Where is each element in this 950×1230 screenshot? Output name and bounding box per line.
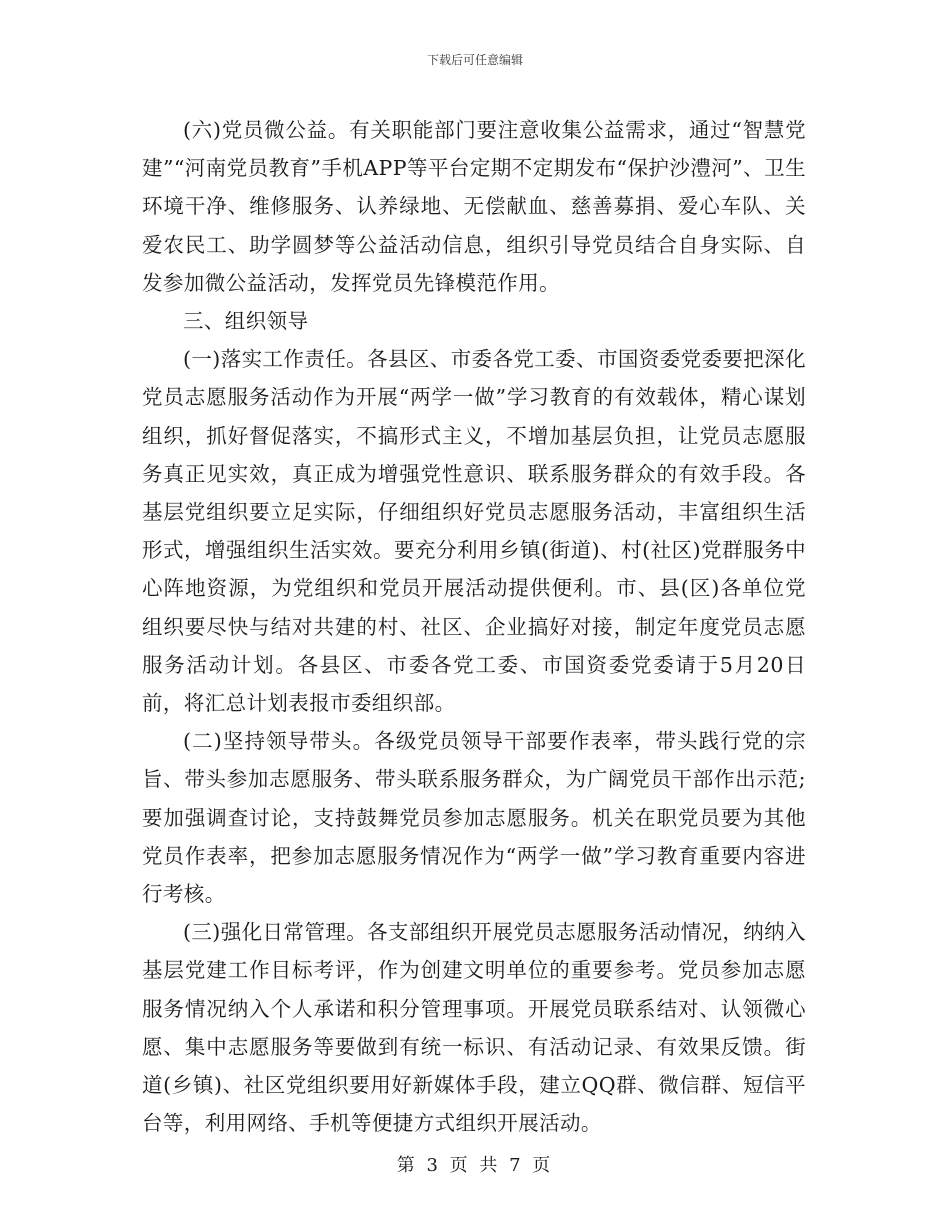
page-header: 下载后可任意编辑 [426,53,523,67]
document-body [142,111,806,1142]
page-number-footer: 第 3 页 共 7 页 [396,1155,554,1176]
paragraph-leadership-lead: (二)坚持领导带头。各级党员领导干部要作表率，带头践行党的宗旨、带头参加志愿服务、带头联系服务群众，为广阔党员干部作出示范;要加强调查讨论，支持鼓舞党员参加志愿服务。机关在职党员要为其他党员作表率，把参加志愿服务情况作为“两学一做”学习教育重要内容进行考核。 [142,729,806,907]
paragraph-implement-responsibility: (一)落实工作责任。各县区、市委各党工委、市国资委党委要把深化党员志愿服务活动作为开展“两学一做”学习教育的有效载体，精心谋划组织，抓好督促落实，不搞形式主义，不增加基层负担，让党员志愿服务真正见实效，真正成为增强党性意识、联系服务群众的有效手段。各基层党组织要立足实际，仔细组织好党员志愿服务活动，丰富组织生活形式，增强组织生活实效。要充分利用乡镇(街道)、村(社区)党群服务中心阵地资源，为党组织和党员开展活动提供便利。市、县(区)各单位党组织要尽快与结对共建的村、社区、企业搞好对接，制定年度党员志愿服务活动计划。各县区、市委各党工委、市国资委党委请于5月20日前，将汇总计划表报市委组织部。 [142,347,806,716]
section-heading-organization-leadership: 三、组织领导 [183,309,309,334]
paragraph-daily-management: (三)强化日常管理。各支部组织开展党员志愿服务活动情况，纳纳入基层党建工作目标考评，作为创建文明单位的重要参考。党员参加志愿服务情况纳入个人承诺和积分管理事项。开展党员联系结对、认领微心愿、集中志愿服务等要做到有统一标识、有活动记录、有效果反馈。街道(乡镇)、社区党组织要用好新媒体手段，建立QQ群、微信群、短信平台等，利用网络、手机等便捷方式组织开展活动。 [142,920,806,1136]
paragraph-party-micro-charity: (六)党员微公益。有关职能部门要注意收集公益需求，通过“智慧党建”“河南党员教育”手机APP等平台定期不定期发布“保护沙澧河”、卫生环境干净、维修服务、认养绿地、无偿献血、慈善募捐、爱心车队、关爱农民工、助学圆梦等公益活动信息，组织引导党员结合自身实际、自发参加微公益活动，发挥党员先锋模范作用。 [142,118,806,295]
